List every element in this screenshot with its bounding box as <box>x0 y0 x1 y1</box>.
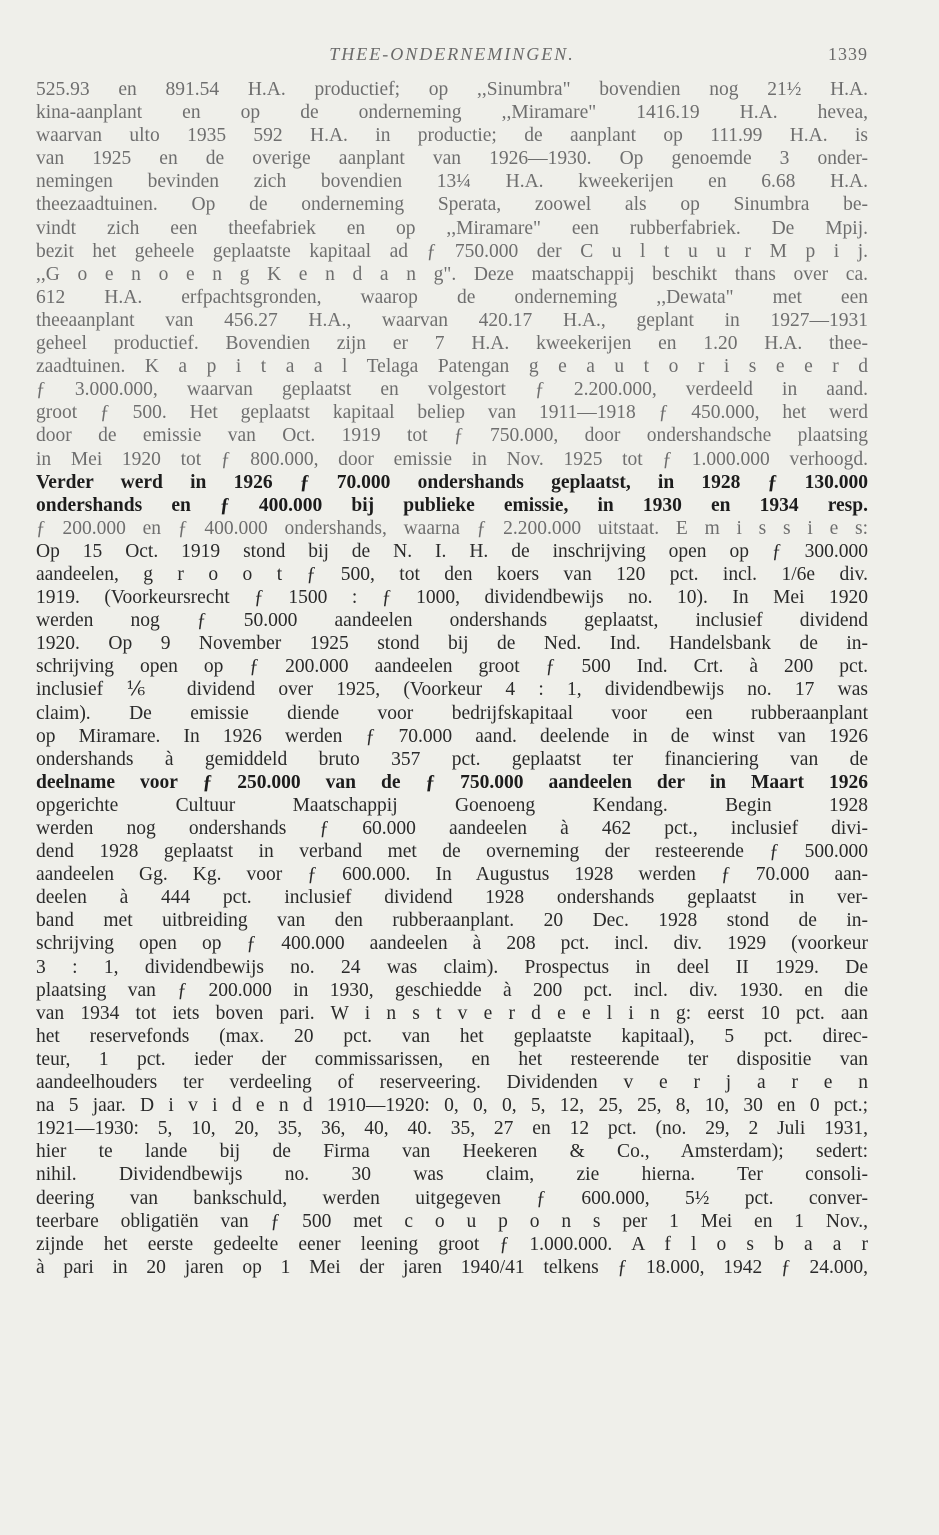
running-title: THEE-ONDERNEMINGEN. <box>329 44 575 64</box>
text-line: 525.93 en 891.54 H.A. productief; op ,,Sinumbra" bovendien nog 21½ H.A. <box>36 79 868 100</box>
text-line: geheel productief. Bovendien zijn er 7 H.A. kweekerijen en 1.20 H.A. thee- <box>36 333 868 355</box>
text-line: werden nog ƒ 50.000 aandeelen ondershands geplaatst, inclusief dividend <box>36 610 868 632</box>
text-line: theezaadtuinen. Op de onderneming Sperata, zoowel als op Sinumbra be- <box>36 194 868 216</box>
text-line: vindt zich een theefabriek en op ,,Miramare" een rubberfabriek. De Mpij. <box>36 217 868 239</box>
text-line: ondershands en ƒ 400.000 bij publieke emissie, in 1930 en 1934 resp. <box>36 494 868 516</box>
text-line: het reservefonds (max. 20 pct. van het geplaatste kapitaal), 5 pct. direc- <box>36 1025 868 1047</box>
text-line: na 5 jaar. D i v i d e n d 1910—1920: 0, 0, 0, 5, 12, 25, 25, 8, 10, 30 en 0 pct.; <box>36 1095 868 1117</box>
text-line: kina-aanplant en op de onderneming ,,Miramare" 1416.19 H.A. hevea, <box>36 102 868 124</box>
text-line: werden nog ondershands ƒ 60.000 aandeelen à 462 pct., inclusief divi- <box>36 818 868 839</box>
text-line: groot ƒ 500. Het geplaatst kapitaal beliep van 1911—1918 ƒ 450.000, het werd <box>36 402 868 424</box>
text-line: aandeelen Gg. Kg. voor ƒ 600.000. In Augustus 1928 werden ƒ 70.000 aan- <box>36 864 868 886</box>
text-line: waarvan ulto 1935 592 H.A. in productie; de aanplant op 111.99 H.A. is <box>36 125 868 147</box>
text-line: inclusief ⅙ dividend over 1925, (Voorkeur 4 : 1, dividendbewijs no. 17 was <box>36 679 868 701</box>
text-line: teerbare obligatiën van ƒ 500 met c o u p o n s per 1 Mei en 1 Nov., <box>36 1210 868 1232</box>
text-line: ,,G o e n o e n g K e n d a n g". Deze maatschappij beschikt thans over ca. <box>36 263 868 285</box>
text-line: claim). De emissie diende voor bedrijfskapitaal voor een rubberaanplant <box>36 702 868 724</box>
text-line: 1920. Op 9 November 1925 stond bij de Ned. Ind. Handelsbank de in- <box>36 633 868 655</box>
text-line: band met uitbreiding van den rubberaanplant. 20 Dec. 1928 stond de in- <box>36 910 868 932</box>
text-line: 3 : 1, dividendbewijs no. 24 was claim). Prospectus in deel II 1929. De <box>36 956 868 978</box>
text-line: deering van bankschuld, werden uitgegeven ƒ 600.000, 5½ pct. conver- <box>36 1187 868 1209</box>
text-line: theeaanplant van 456.27 H.A., waarvan 420.17 H.A., geplant in 1927—1931 <box>36 309 868 331</box>
text-line: opgerichte Cultuur Maatschappij Goenoeng Kendang. Begin 1928 <box>36 794 868 816</box>
text-line: nihil. Dividendbewijs no. 30 was claim, zie hierna. Ter consoli- <box>36 1164 868 1186</box>
text-line: schrijving open op ƒ 200.000 aandeelen groot ƒ 500 Ind. Crt. à 200 pct. <box>36 656 868 678</box>
text-line: van 1925 en de overige aanplant van 1926—1930. Op genoemde 3 onder- <box>36 148 868 170</box>
text-line: Op 15 Oct. 1919 stond bij de N. I. H. de inschrijving open op ƒ 300.000 <box>36 540 868 562</box>
document-page <box>36 36 868 1279</box>
text-line: deelen à 444 pct. inclusief dividend 1928 ondershands geplaatst in ver- <box>36 887 868 909</box>
text-line: op Miramare. In 1926 werden ƒ 70.000 aand. deelende in de winst van 1926 <box>36 725 868 747</box>
text-line: à pari in 20 jaren op 1 Mei der jaren 1940/41 telkens ƒ 18.000, 1942 ƒ 24.000, <box>36 1256 868 1278</box>
text-line: bezit het geheele geplaatste kapitaal ad ƒ 750.000 der C u l t u u r M p i j. <box>36 240 868 262</box>
text-line: aandeelhouders ter verdeeling of reserveering. Dividenden v e r j a r e n <box>36 1072 868 1094</box>
text-line: Verder werd in 1926 ƒ 70.000 ondershands geplaatst, in 1928 ƒ 130.000 <box>36 471 868 493</box>
body-text <box>36 78 868 1279</box>
text-line: plaatsing van ƒ 200.000 in 1930, geschiedde à 200 pct. incl. div. 1930. en die <box>36 979 868 1001</box>
text-line: 1921—1930: 5, 10, 20, 35, 36, 40, 40. 35, 27 en 12 pct. (no. 29, 2 Juli 1931, <box>36 1118 868 1140</box>
text-line: van 1934 tot iets boven pari. W i n s t v e r d e e l i n g: eerst 10 pct. aan <box>36 1002 868 1024</box>
text-line: ondershands à gemiddeld bruto 357 pct. geplaatst ter financiering van de <box>36 748 868 770</box>
text-line: in Mei 1920 tot ƒ 800.000, door emissie in Nov. 1925 tot ƒ 1.000.000 verhoogd. <box>36 448 868 470</box>
text-line: 1919. (Voorkeursrecht ƒ 1500 : ƒ 1000, dividendbewijs no. 10). In Mei 1920 <box>36 587 868 609</box>
page-header <box>36 36 868 72</box>
text-line: hier te lande bij de Firma van Heekeren & Co., Amsterdam); sedert: <box>36 1141 868 1163</box>
text-line: aandeelen, g r o o t ƒ 500, tot den koers van 120 pct. incl. 1/6e div. <box>36 563 868 585</box>
text-line: dend 1928 geplaatst in verband met de overneming der resteerende ƒ 500.000 <box>36 841 868 863</box>
text-line: door de emissie van Oct. 1919 tot ƒ 750.000, door ondershandsche plaatsing <box>36 425 868 447</box>
text-line: nemingen bevinden zich bovendien 13¼ H.A. kweekerijen en 6.68 H.A. <box>36 171 868 193</box>
text-line: ƒ 200.000 en ƒ 400.000 ondershands, waarna ƒ 2.200.000 uitstaat. E m i s s i e s: <box>36 517 868 539</box>
text-line: zijnde het eerste gedeelte eener leening groot ƒ 1.000.000. A f l o s b a a r <box>36 1233 868 1255</box>
text-line: ƒ 3.000.000, waarvan geplaatst en volgestort ƒ 2.200.000, verdeeld in aand. <box>36 379 868 401</box>
text-line: schrijving open op ƒ 400.000 aandeelen à 208 pct. incl. div. 1929 (voorkeur <box>36 933 868 955</box>
text-line: 612 H.A. erfpachtsgronden, waarop de onderneming ,,Dewata" met een <box>36 286 868 308</box>
text-line: teur, 1 pct. ieder der commissarissen, en het resteerende ter dispositie van <box>36 1048 868 1070</box>
text-line: deelname voor ƒ 250.000 van de ƒ 750.000 aandeelen der in Maart 1926 <box>36 771 868 793</box>
page-number: 1339 <box>828 44 868 64</box>
text-line: zaadtuinen. K a p i t a a l Telaga Patengan g e a u t o r i s e e r d <box>36 356 868 378</box>
